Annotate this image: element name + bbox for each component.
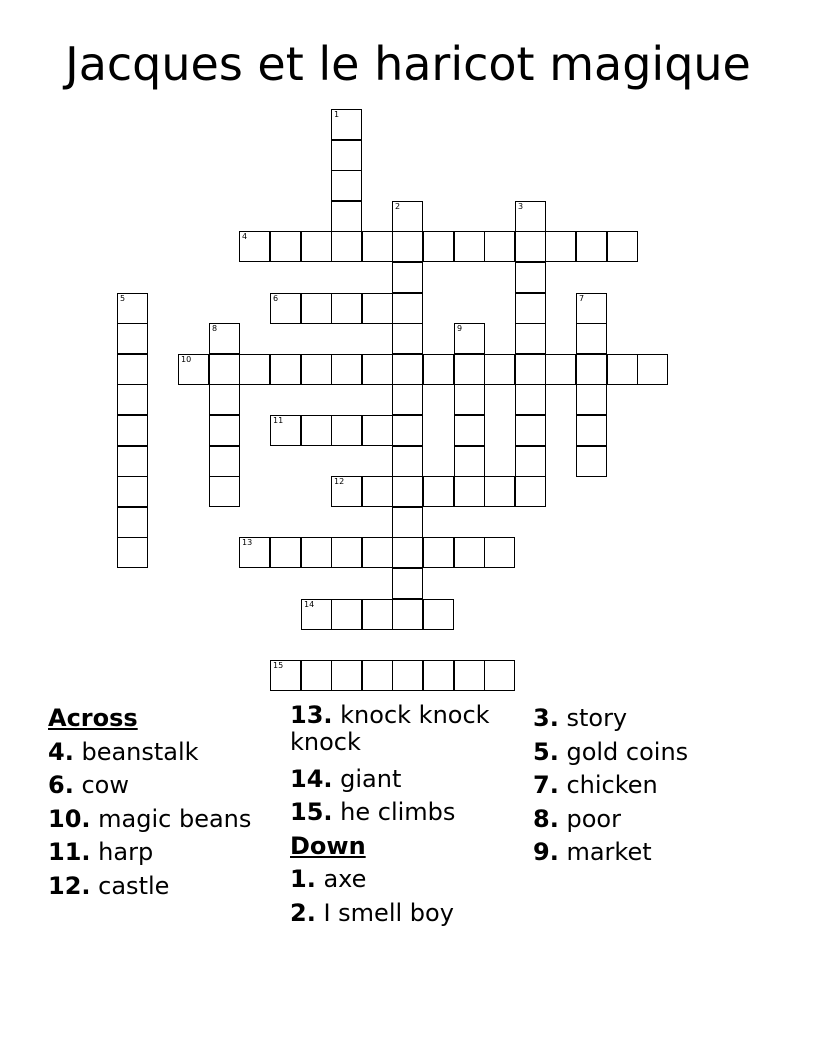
clue-down-9: 9. market (533, 838, 652, 866)
grid-cell[interactable] (423, 660, 454, 691)
clues-column-2 (290, 702, 525, 930)
grid-cell[interactable] (117, 293, 148, 324)
page-title: Jacques et le haricot magique (65, 37, 751, 91)
grid-cell[interactable] (209, 323, 240, 354)
cell-number: 10 (181, 355, 192, 364)
grid-cell[interactable] (301, 293, 332, 324)
clues-column-1 (48, 702, 278, 903)
grid-cell[interactable] (117, 354, 148, 385)
grid-cell[interactable] (515, 384, 546, 415)
grid-cell[interactable] (515, 262, 546, 293)
grid-cell[interactable] (454, 537, 485, 568)
grid-cell[interactable] (576, 293, 607, 324)
grid-cell[interactable] (362, 537, 393, 568)
grid-cell[interactable] (423, 537, 454, 568)
grid-cell[interactable] (270, 293, 301, 324)
cell-number: 7 (579, 294, 585, 303)
grid-cell[interactable] (576, 446, 607, 477)
grid-cell[interactable] (270, 231, 301, 262)
grid-cell[interactable] (484, 231, 515, 262)
grid-cell[interactable] (576, 415, 607, 446)
grid-cell[interactable] (392, 231, 423, 262)
clue-across-11: 11. harp (48, 838, 154, 866)
grid-cell[interactable] (270, 660, 301, 691)
grid-cell[interactable] (362, 354, 393, 385)
grid-cell[interactable] (270, 354, 301, 385)
grid-cell[interactable] (392, 476, 423, 507)
grid-cell[interactable] (576, 323, 607, 354)
grid-cell[interactable] (515, 201, 546, 232)
cell-number: 12 (334, 477, 345, 486)
clue-across-13: 13. knock knock knock (290, 701, 490, 756)
grid-cell[interactable] (637, 354, 668, 385)
grid-cell[interactable] (117, 476, 148, 507)
grid-cell[interactable] (515, 323, 546, 354)
grid-cell[interactable] (515, 446, 546, 477)
grid-cell[interactable] (423, 231, 454, 262)
grid-cell[interactable] (392, 415, 423, 446)
grid-cell[interactable] (239, 537, 270, 568)
grid-cell[interactable] (331, 231, 362, 262)
grid-cell[interactable] (239, 231, 270, 262)
grid-cell[interactable] (392, 507, 423, 538)
clue-across-15: 15. he climbs (290, 798, 456, 826)
grid-cell[interactable] (392, 384, 423, 415)
grid-cell[interactable] (362, 599, 393, 630)
grid-cell[interactable] (239, 354, 270, 385)
grid-cell[interactable] (454, 415, 485, 446)
grid-cell[interactable] (331, 415, 362, 446)
clue-down-2: 2. I smell boy (290, 898, 454, 927)
cell-number: 2 (395, 202, 401, 211)
grid-cell[interactable] (392, 568, 423, 599)
grid-cell[interactable] (392, 660, 423, 691)
clue-across-4: 4. beanstalk (48, 737, 199, 766)
cell-number: 6 (273, 294, 279, 303)
grid-cell[interactable] (362, 660, 393, 691)
grid-cell[interactable] (392, 354, 423, 385)
clues-column-3 (533, 702, 803, 870)
grid-cell[interactable] (331, 354, 362, 385)
grid-cell[interactable] (392, 323, 423, 354)
grid-cell[interactable] (331, 201, 362, 232)
clue-across-12: 12. castle (48, 871, 170, 900)
across-heading: Across (48, 704, 138, 732)
grid-cell[interactable] (484, 537, 515, 568)
grid-cell[interactable] (301, 415, 332, 446)
grid-cell[interactable] (331, 537, 362, 568)
cell-number: 13 (242, 538, 253, 547)
grid-cell[interactable] (117, 384, 148, 415)
grid-cell[interactable] (331, 109, 362, 140)
grid-cell[interactable] (209, 446, 240, 477)
grid-cell[interactable] (484, 354, 515, 385)
grid-cell[interactable] (607, 354, 638, 385)
grid-cell[interactable] (117, 415, 148, 446)
grid-cell[interactable] (392, 262, 423, 293)
grid-cell[interactable] (454, 660, 485, 691)
cell-number: 9 (457, 324, 463, 333)
cell-number: 1 (334, 110, 340, 119)
grid-cell[interactable] (301, 354, 332, 385)
grid-cell[interactable] (545, 354, 576, 385)
cell-number: 14 (304, 600, 315, 609)
grid-cell[interactable] (454, 384, 485, 415)
grid-cell[interactable] (515, 231, 546, 262)
grid-cell[interactable] (209, 415, 240, 446)
grid-cell[interactable] (117, 446, 148, 477)
grid-cell[interactable] (331, 293, 362, 324)
grid-cell[interactable] (515, 415, 546, 446)
grid-cell[interactable] (331, 660, 362, 691)
clue-across-14: 14. giant (290, 764, 402, 793)
grid-cell[interactable] (423, 354, 454, 385)
grid-cell[interactable] (484, 476, 515, 507)
grid-cell[interactable] (270, 537, 301, 568)
grid-cell[interactable] (392, 201, 423, 232)
grid-cell[interactable] (362, 415, 393, 446)
cell-number: 11 (273, 416, 284, 425)
grid-cell[interactable] (362, 293, 393, 324)
grid-cell[interactable] (209, 384, 240, 415)
cell-number: 3 (518, 202, 524, 211)
grid-cell[interactable] (209, 476, 240, 507)
grid-cell[interactable] (209, 354, 240, 385)
cell-number: 15 (273, 661, 284, 670)
down-heading: Down (290, 831, 366, 860)
grid-cell[interactable] (301, 660, 332, 691)
grid-cell[interactable] (301, 599, 332, 630)
grid-cell[interactable] (301, 231, 332, 262)
grid-cell[interactable] (392, 599, 423, 630)
clue-across-10: 10. magic beans (48, 804, 252, 833)
clue-down-7: 7. chicken (533, 771, 658, 799)
clue-across-6: 6. cow (48, 771, 129, 799)
grid-cell[interactable] (331, 170, 362, 201)
grid-cell[interactable] (270, 415, 301, 446)
grid-cell[interactable] (576, 231, 607, 262)
grid-cell[interactable] (392, 446, 423, 477)
grid-cell[interactable] (423, 599, 454, 630)
cell-number: 4 (242, 232, 248, 241)
grid-cell[interactable] (423, 476, 454, 507)
clue-down-5: 5. gold coins (533, 737, 689, 766)
clue-down-1: 1. axe (290, 865, 367, 893)
grid-cell[interactable] (392, 537, 423, 568)
grid-cell[interactable] (362, 231, 393, 262)
cell-number: 8 (212, 324, 218, 333)
grid-cell[interactable] (576, 384, 607, 415)
grid-cell[interactable] (515, 354, 546, 385)
grid-cell[interactable] (178, 354, 209, 385)
grid-cell[interactable] (576, 354, 607, 385)
grid-cell[interactable] (117, 507, 148, 538)
clue-down-3: 3. story (533, 704, 628, 732)
grid-cell[interactable] (117, 323, 148, 354)
grid-cell[interactable] (515, 476, 546, 507)
grid-cell[interactable] (331, 140, 362, 171)
grid-cell[interactable] (545, 231, 576, 262)
clue-down-8: 8. poor (533, 804, 621, 833)
grid-cell[interactable] (392, 293, 423, 324)
grid-cell[interactable] (454, 476, 485, 507)
grid-cell[interactable] (331, 599, 362, 630)
grid-cell[interactable] (331, 476, 362, 507)
grid-cell[interactable] (117, 537, 148, 568)
grid-cell[interactable] (515, 293, 546, 324)
grid-cell[interactable] (484, 660, 515, 691)
grid-cell[interactable] (362, 476, 393, 507)
cell-number: 5 (120, 294, 126, 303)
grid-cell[interactable] (454, 354, 485, 385)
grid-cell[interactable] (301, 537, 332, 568)
grid-cell[interactable] (454, 446, 485, 477)
grid-cell[interactable] (454, 323, 485, 354)
grid-cell[interactable] (607, 231, 638, 262)
grid-cell[interactable] (454, 231, 485, 262)
